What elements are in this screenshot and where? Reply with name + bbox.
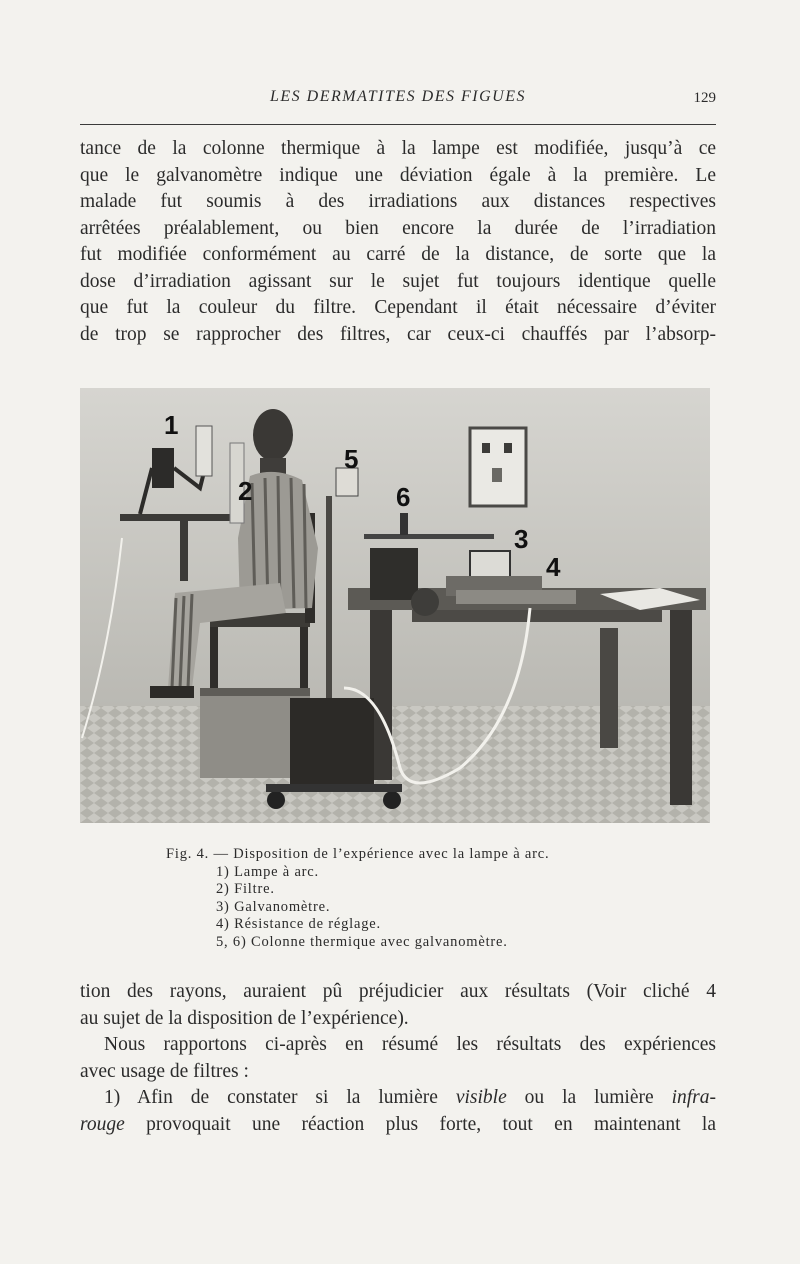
caption-item: 3) Galvanomètre. [216,898,331,915]
text-line: arrêtées préalablement, ou bien encore la durée de l’irradiation [80,217,716,239]
text-line: fut modifiée conformément au carré de la distance, de sorte que la [80,244,716,265]
page-number: 129 [693,90,716,106]
caption-title: Fig. 4. — Disposition de l’expérience avec la lampe à arc. [166,846,550,862]
text-line: dose d’irradiation agissant sur le sujet fut toujours identique quelle [80,270,716,292]
italic-word: rouge [80,1113,125,1135]
text-line: Nous rapportons ci-après en résumé les résultats des expériences [104,1034,716,1055]
photo-illustration [80,388,710,823]
figure-label-5: 5 [344,444,359,474]
text-line: tion des rayons, auraient pû préjudicier aux résultats (Voir cliché 4 [80,981,716,1002]
figure-label-6: 6 [396,482,411,512]
figure-label-3: 3 [514,524,529,554]
paragraph-top [80,136,716,348]
text-line: malade fut soumis à des irradiations aux distances respectives [80,191,716,212]
figure-caption [166,846,666,951]
text-line: tance de la colonne thermique à la lampe est modifiée, jusqu’à ce [80,138,716,159]
header-rule [80,124,716,125]
caption-item: 1) Lampe à arc. [216,863,319,880]
figure-label-4: 4 [546,552,561,582]
text-span: 1) Afin de constater si la lumière [104,1087,456,1108]
running-title: LES DERMATITES DES FIGUES [270,88,526,105]
caption-item: 4) Résistance de réglage. [216,916,381,932]
caption-item: 2) Filtre. [216,881,275,897]
experiment-photograph [80,388,710,823]
text-span: ou la lumière [506,1087,672,1108]
text-line: que fut la couleur du filtre. Cependant il était nécessaire d’éviter [80,297,716,318]
caption-item: 5, 6) Colonne thermique avec galvanomètre. [216,933,508,950]
italic-word: infra- [671,1087,716,1108]
figure-label-1: 1 [164,410,179,440]
text-line: de trop se rapprocher des filtres, car ceux-ci chauffés par l’absorp- [80,323,716,345]
figure-label-2: 2 [238,476,253,506]
paragraph-bottom [80,979,716,1138]
text-line [80,1085,716,1112]
text-line: au sujet de la disposition de l’expérience). [80,1007,409,1029]
text-line: avec usage de filtres : [80,1060,249,1082]
text-line [80,1112,716,1139]
italic-word: visible [455,1087,507,1108]
text-line: que le galvanomètre indique une déviation égale à la première. Le [80,164,716,186]
page-header [80,88,716,116]
text-span: provoquait une réaction plus forte, tout en maintenant la [124,1113,716,1135]
